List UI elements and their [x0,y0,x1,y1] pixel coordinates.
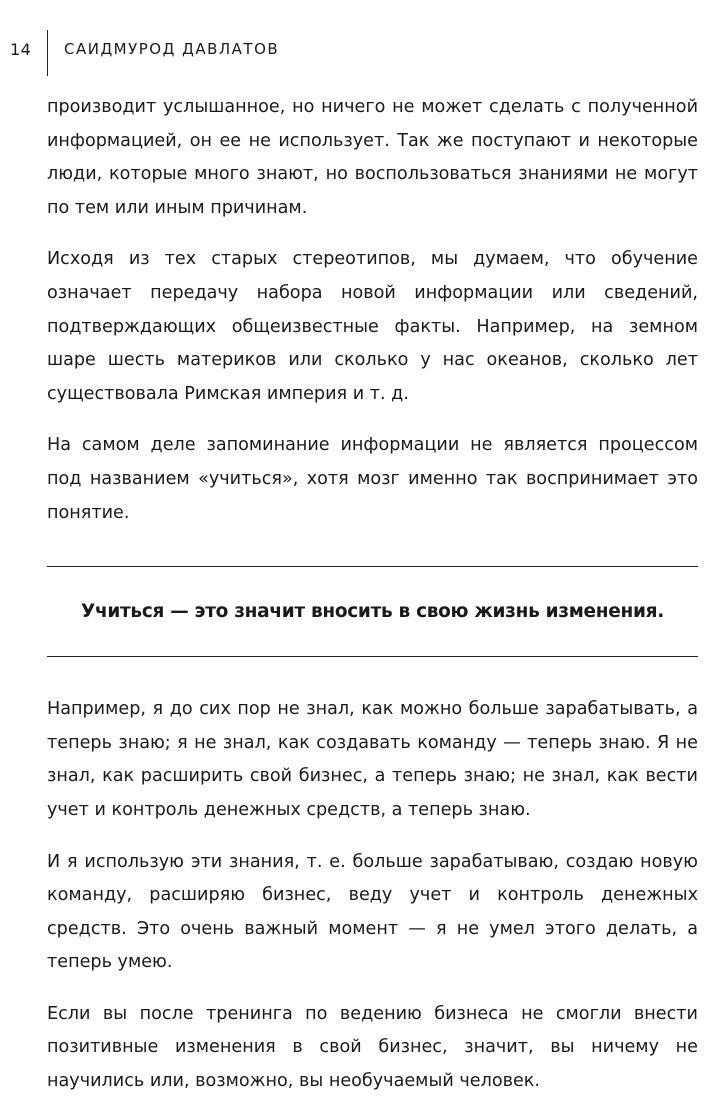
paragraph: И я использую эти знания, т. е. больше зарабатываю, создаю новую команду, расширяю бизнес, веду учет и контроль денежных средств. Это очень важный момент — я не умел этого делать, а теперь умею. [47,851,698,973]
callout-quote: Учиться — это значит вносить в свою жизнь изменения. [80,601,664,623]
page-header [0,30,716,76]
paragraph: На самом деле запоминание информации не является процессом под названием «учиться», хотя мозг именно так воспринимает это понятие. [47,435,698,523]
paragraph: Например, я до сих пор не знал, как можно больше зарабатывать, а теперь знаю; я не знал, как создавать команду — теперь знаю. Я не знал, как расширить свой бизнес, а теперь знаю; не знал, как вести учет и контроль денежных средств, а теперь знаю. [47,699,698,820]
paragraph: производит услышанное, но ничего не может сделать с полученной информацией, он ее не использует. Так же поступают и некоторые люди, которые много знают, но воспользоваться знаниями не могут по тем или иным причинам. [47,97,698,218]
running-head-author: САИДМУРОД ДАВЛАТОВ [64,40,280,58]
callout-top-rule [47,566,698,567]
callout-block [47,566,698,657]
paragraph: Если вы после тренинга по ведению бизнеса не смогли внести позитивные изменения в свой бизнес, значит, вы ничему не научились или, возможно, вы необучаемый человек. [47,1003,698,1092]
paragraph: Исходя из тех старых стереотипов, мы думаем, что обучение означает передачу набора новой информации или сведений, подтверждающих общеизвестные факты. Например, на земном шаре шесть материков или сколько у нас океанов, сколько лет существовала Римская империя и т. д. [47,249,698,404]
page-number: 14 [10,40,32,59]
page-body [47,91,698,1117]
callout-bottom-rule [47,656,698,657]
header-divider [47,30,48,76]
